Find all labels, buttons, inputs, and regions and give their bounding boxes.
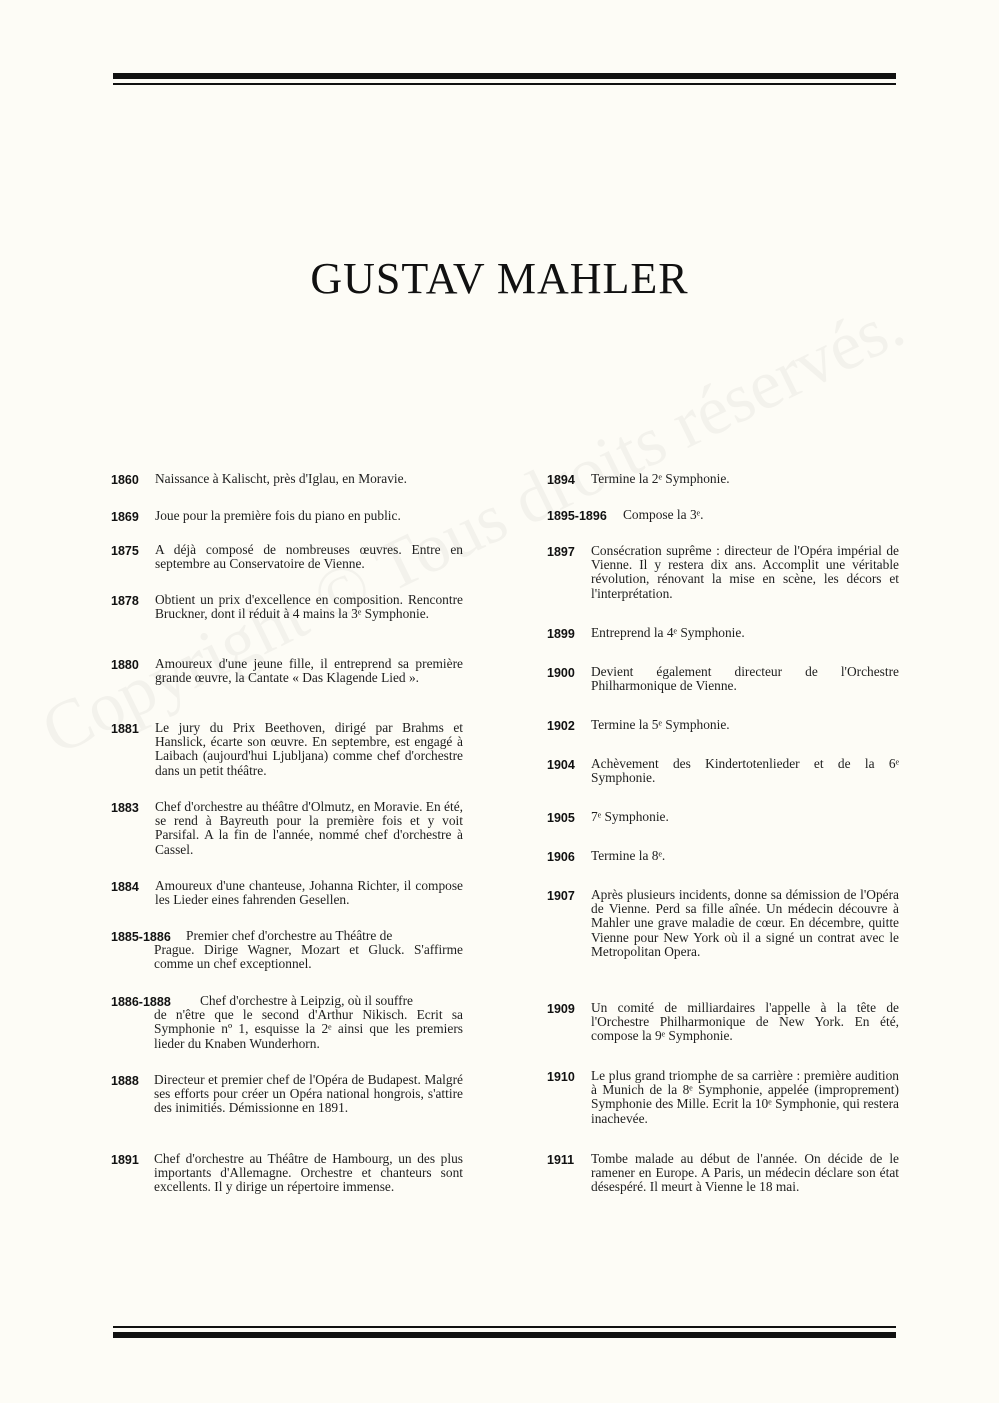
timeline-entry: [547, 665, 899, 693]
timeline-entry: [111, 1152, 463, 1195]
timeline-entry: [111, 800, 463, 857]
entry-year: 1886-1888: [111, 995, 171, 1009]
entry-year: 1884: [111, 880, 139, 894]
timeline-entry: [111, 472, 463, 486]
timeline-entry: [547, 508, 899, 522]
entry-year: 1880: [111, 658, 139, 672]
timeline-entry: [111, 994, 463, 1051]
entry-year: 1897: [547, 545, 575, 559]
entry-text: Consécration suprême : directeur de l'Opéra impérial de Vienne. Il y restera dix ans. Accomplit une véritable révolution, rénovant la mise en scène, les décors et l'interprétation.: [591, 543, 899, 601]
entry-year: 1881: [111, 722, 139, 736]
entry-text: Naissance à Kalischt, près d'Iglau, en Moravie.: [155, 471, 407, 486]
entry-text: Un comité de milliardaires l'appelle à la tête de l'Orchestre Philharmonique de New York. En été, compose la 9ᵉ Symphonie.: [591, 1000, 899, 1044]
timeline-entry: [111, 721, 463, 778]
entry-text: A déjà composé de nombreuses œuvres. Entre en septembre au Conservatoire de Vienne.: [155, 542, 463, 572]
entry-year: 1869: [111, 510, 139, 524]
timeline-entry: [547, 544, 899, 601]
entry-year: 1909: [547, 1002, 575, 1016]
timeline-entry: [111, 879, 463, 907]
timeline-entry: [111, 509, 463, 523]
entry-text: Chef d'orchestre au théâtre d'Olmutz, en Moravie. En été, se rend à Bayreuth pour la première fois et y voit Parsifal. A la fin de l'année, nommé chef d'orchestre à Cassel.: [155, 799, 463, 857]
entry-year: 1860: [111, 473, 139, 487]
entry-year: 1904: [547, 758, 575, 772]
timeline-entry: [547, 626, 899, 640]
entry-year: 1902: [547, 719, 575, 733]
entry-year: 1883: [111, 801, 139, 815]
timeline-entry: [547, 757, 899, 785]
timeline-entry: [547, 1069, 899, 1126]
entry-year: 1878: [111, 594, 139, 608]
page-title: GUSTAV MAHLER: [310, 254, 689, 303]
timeline-entry: [547, 888, 899, 959]
timeline-entry: [547, 472, 899, 486]
entry-year: 1911: [547, 1153, 575, 1167]
entry-year: 1891: [111, 1153, 139, 1167]
entry-text: Chef d'orchestre au Théâtre de Hambourg, un des plus importants d'Allemagne. Orchestre et chanteurs sont excellents. Il y dirige un répertoire immense.: [154, 1151, 463, 1195]
timeline-entry: [111, 543, 463, 571]
entry-text: Le plus grand triomphe de sa carrière : première audition à Munich de la 8ᵉ Symphonie, appelée (improprement) Symphonie des Mille. Ecrit la 10ᵉ Symphonie, qui restera inachevée.: [591, 1068, 899, 1126]
entry-year: 1895-1896: [547, 509, 607, 523]
entry-year: 1875: [111, 544, 139, 558]
timeline-entry: [111, 657, 463, 685]
entry-text: Après plusieurs incidents, donne sa démission de l'Opéra de Vienne. Perd sa fille aînée. Un médecin découvre à Mahler une grave maladie de cœur. En décembre, quitte Vienne pour New York où il a signé un contrat avec le Metropolitan Opera.: [591, 887, 899, 959]
timeline-entry: [111, 929, 463, 972]
entry-text: Devient également directeur de l'Orchestre Philharmonique de Vienne.: [591, 664, 899, 694]
entry-text: Termine la 5ᵉ Symphonie.: [591, 717, 730, 732]
entry-text: 7ᵉ Symphonie.: [591, 809, 669, 824]
entry-text: Termine la 2ᵉ Symphonie.: [591, 471, 730, 486]
entry-year: 1907: [547, 889, 575, 903]
timeline-entry: [111, 593, 463, 621]
entry-text: Termine la 8ᵉ.: [591, 848, 666, 863]
entry-first-line: Compose la 3ᵉ.: [623, 507, 704, 522]
bottom-double-rule: [113, 1326, 896, 1338]
timeline-entry: [547, 849, 899, 863]
entry-text: Amoureux d'une chanteuse, Johanna Richter, il compose les Lieder eines fahrenden Gesellen.: [155, 878, 463, 908]
entry-year: 1899: [547, 627, 575, 641]
entry-year: 1906: [547, 850, 575, 864]
entry-year: 1885-1886: [111, 930, 171, 944]
entry-first-line: Chef d'orchestre à Leipzig, où il souffre: [200, 993, 413, 1008]
entry-year: 1888: [111, 1074, 139, 1088]
timeline-entry: [547, 810, 899, 824]
timeline-entry: [547, 718, 899, 732]
entry-text: Entreprend la 4ᵉ Symphonie.: [591, 625, 745, 640]
timeline-entry: [111, 1073, 463, 1116]
timeline-entry: [547, 1152, 899, 1195]
entry-year: 1894: [547, 473, 575, 487]
entry-text: Tombe malade au début de l'année. On décide de le ramener en Europe. A Paris, un médecin déclare son état désespéré. Il meurt à Vienne le 18 mai.: [591, 1151, 899, 1195]
entry-year: 1900: [547, 666, 575, 680]
entry-first-line: Premier chef d'orchestre au Théâtre de: [186, 928, 393, 943]
entry-text: Joue pour la première fois du piano en public.: [155, 508, 401, 523]
entry-text: Obtient un prix d'excellence en composition. Rencontre Bruckner, dont il réduit à 4 mains la 3ᵉ Symphonie.: [155, 592, 463, 622]
entry-text: Directeur et premier chef de l'Opéra de Budapest. Malgré ses efforts pour créer un Opéra national hongrois, s'attire des inimitiés. Démissionne en 1891.: [154, 1072, 463, 1116]
entry-text: Amoureux d'une jeune fille, il entreprend sa première grande œuvre, la Cantate « Das Klagende Lied ».: [155, 656, 463, 686]
timeline-entry: [547, 1001, 899, 1044]
top-double-rule: [113, 73, 896, 85]
entry-text: Prague. Dirige Wagner, Mozart et Gluck. S'affirme comme un chef exceptionnel.: [154, 942, 463, 972]
entry-text: Achèvement des Kindertotenlieder et de la 6ᵉ Symphonie.: [591, 756, 899, 786]
entry-text: de n'être que le second d'Arthur Nikisch. Ecrit sa Symphonie nº 1, esquisse la 2ᵉ ainsi que les premiers lieder du Knaben Wunderhorn.: [154, 1007, 463, 1051]
entry-year: 1905: [547, 811, 575, 825]
entry-text: Le jury du Prix Beethoven, dirigé par Brahms et Hanslick, écarte son œuvre. En septembre, est engagé à Laibach (aujourd'hui Ljubljana) comme chef d'orchestre dans un petit théâtre.: [155, 720, 463, 778]
entry-year: 1910: [547, 1070, 575, 1084]
